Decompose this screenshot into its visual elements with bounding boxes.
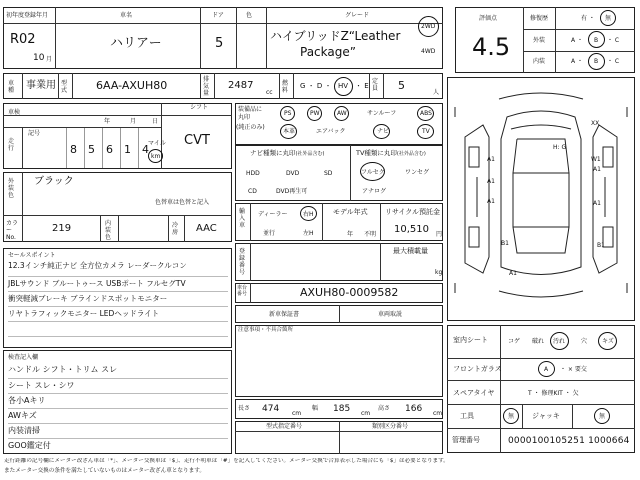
damage-mark: A1 — [487, 156, 495, 163]
doors-value: 5 — [215, 36, 224, 51]
equip-title2: 丸印 — [238, 114, 251, 121]
score-value: 4.5 — [472, 33, 511, 61]
fuel-hv: HV — [338, 82, 349, 90]
spare-opts: T ・ 修理KIT ・ 欠 — [528, 390, 579, 397]
tv-analog: アナログ — [362, 188, 387, 195]
recycle-value: 10,510 — [394, 224, 429, 235]
shift-label: シフト — [190, 104, 209, 111]
drive-4wd: 4WD — [421, 48, 436, 55]
chassis-label: 車台番号 — [237, 285, 248, 297]
mileage-digit: 1 — [124, 143, 131, 156]
mileage-label: 走行 — [8, 138, 15, 152]
car-name-label: 車名 — [120, 12, 133, 19]
mgmt-value: 0000100105251 1000664 — [508, 436, 630, 446]
width-label: 幅 — [312, 405, 319, 412]
mileage-digit: 6 — [106, 143, 113, 156]
sales-title: セールスポイント — [8, 252, 56, 259]
repair-no: 無 — [605, 15, 612, 22]
navi-title — [250, 150, 324, 158]
mileage-digit: 4 — [142, 143, 149, 156]
mileage-digit: 5 — [88, 143, 95, 156]
seat-opt-scratch: キズ — [602, 338, 614, 345]
inspect-label: 車検 — [8, 109, 21, 116]
notes-box — [235, 325, 443, 397]
warranty-manual: 車両取説 — [378, 311, 403, 318]
notes-label: 注意事項・不具合箇所 — [238, 327, 294, 333]
car-diagram — [447, 77, 635, 321]
max-load-label: 最大積載量 — [393, 247, 428, 255]
equip-tv: TV — [422, 128, 430, 135]
seat-opt-koge: コゲ — [508, 338, 521, 345]
inspect-day: 日 — [152, 118, 159, 125]
kind-label: 車種 — [8, 80, 15, 94]
navi-cd: CD — [248, 188, 257, 195]
damage-mark: B1 — [597, 242, 605, 249]
recycle-label: リサイクル預託金 — [385, 208, 441, 216]
exterior-a: A ・ — [571, 37, 584, 44]
equip-airbag: エアバック — [316, 128, 346, 135]
interior-color-label: 内装色 — [105, 220, 112, 241]
damage-mark: H: G — [553, 144, 567, 151]
navi-dvd-play: DVD再生可 — [276, 188, 308, 195]
recycle-unit: 円 — [436, 231, 443, 238]
reg-month: 10 — [33, 53, 45, 63]
tv-note: (社外品含む) — [396, 151, 426, 157]
ac-value: AAC — [196, 223, 217, 234]
width-value: 185 — [333, 404, 351, 414]
reg-label: 登録番号 — [239, 248, 246, 276]
navi-note: (社外品含む) — [295, 151, 325, 157]
exterior-c: ・ C — [607, 37, 620, 44]
interior-a: A ・ — [571, 58, 584, 65]
equip-pw: PW — [310, 110, 320, 117]
navi-hdd: HDD — [246, 170, 260, 177]
ac-label: 冷房 — [172, 222, 179, 236]
height-label: 高さ — [378, 405, 391, 412]
damage-mark: XX — [591, 120, 600, 127]
reg-era: R02 — [10, 32, 36, 47]
tools-value: 無 — [508, 413, 515, 420]
color-change-note: 色替車は色替と記入 — [155, 199, 210, 206]
disp-label: 排気量 — [203, 76, 210, 97]
length-value: 474 — [262, 404, 280, 414]
fuel-tail: ・ E — [355, 82, 369, 90]
shift-value: CVT — [184, 133, 210, 148]
grade-line1: ハイブリッドZ“Leather — [270, 29, 401, 43]
cap-value: 5 — [398, 79, 405, 92]
inspector-line: AWキズ — [8, 409, 228, 424]
mileage-digits — [50, 128, 149, 168]
inspector-line: シート スレ・シワ — [8, 379, 228, 394]
seat-opt-stain: 汚れ — [553, 338, 566, 345]
glass-a: A — [544, 366, 549, 373]
color-label: 色 — [246, 12, 253, 19]
class-label: 類別区分番号 — [372, 423, 409, 430]
damage-mark: A1 — [593, 200, 601, 207]
tv-title — [356, 150, 426, 158]
model-year-unknown: 不明 — [364, 231, 377, 238]
disp-value: 2487 — [228, 80, 254, 91]
type-cert-label: 型式指定番号 — [266, 423, 303, 430]
equip-abs: ABS — [420, 110, 432, 117]
damage-mark: A1 — [487, 198, 495, 205]
seat-opt-hole: 穴 — [581, 338, 588, 345]
damage-mark: B1 — [501, 240, 509, 247]
equip-leather: 本革 — [283, 128, 296, 135]
unit-mile: マイル — [148, 140, 166, 147]
glass-tail: ・ × 要交 — [560, 366, 587, 373]
grade-label: グレード — [345, 12, 370, 19]
mileage-digit: 8 — [70, 143, 77, 156]
equip-note: (純正のみ) — [236, 124, 265, 131]
width-unit: cm — [361, 410, 371, 417]
inspector-line: GOO鑑定付 — [8, 441, 51, 450]
import-left: 左H — [303, 230, 314, 237]
import-label: 輸入車 — [239, 208, 246, 229]
grade-line2: Package” — [300, 45, 356, 59]
spare-label: スペアタイヤ — [453, 389, 495, 397]
warranty-cert: 新車保証書 — [269, 311, 300, 318]
inspector-line: 各小Aキリ — [8, 394, 228, 409]
inspector-line: ハンドル シフト・トリム スレ — [8, 364, 228, 379]
navi-dvd: DVD — [286, 170, 300, 177]
jack-label: ジャッキ — [532, 412, 560, 420]
inspect-month: 月 — [130, 118, 137, 125]
exterior-label: 外装 — [533, 37, 546, 44]
damage-mark: W1 — [591, 156, 601, 163]
equip-sunroof: サンルーフ — [367, 110, 397, 117]
footer-line1: 走行距離の記号欄にメーター改ざん車は「*」、メーター交換車は「$」、走行不明車は「#」を記入してください。メーター交換で合算表示した場合にも「$」は必要となります。 — [4, 458, 449, 464]
repair-label: 修復歴 — [530, 15, 549, 22]
car-name-value: ハリアー — [110, 36, 162, 51]
fuel-options: G ・ D ・ — [300, 82, 332, 90]
length-label: 長さ — [238, 405, 251, 412]
inspector-lines — [8, 364, 228, 454]
interior-c: ・ C — [607, 58, 620, 65]
cap-label: 定員 — [372, 78, 379, 92]
equip-aw: AW — [337, 110, 347, 117]
repair-yes: 有 ・ — [581, 15, 595, 22]
exterior-color-value: ブラック — [34, 176, 74, 187]
seat-label: 室内シート — [453, 336, 488, 344]
equip-navi: ナビ — [377, 128, 390, 135]
color-no-value: 219 — [52, 223, 72, 234]
model-year-label: モデル年式 — [333, 208, 368, 216]
sales-line: JBLサウンド ブルートゥース USBポート フルセグTV — [8, 277, 228, 292]
damage-mark: A1 — [487, 178, 495, 185]
cap-unit: 人 — [433, 89, 440, 96]
type-label: 型式 — [61, 80, 68, 94]
import-parallel: 並行 — [263, 230, 276, 237]
sales-line — [8, 322, 228, 337]
tv-fullseg: フルセグ — [361, 169, 385, 176]
digit-label: 記号 — [28, 130, 41, 137]
type-value: 6AA-AXUH80 — [96, 79, 168, 92]
chassis-value: AXUH80-0009582 — [300, 286, 399, 299]
tv-title-text: TV種類に丸印 — [356, 149, 397, 157]
interior-label: 内装 — [533, 58, 546, 65]
tv-oneseg: ワンセグ — [405, 169, 430, 176]
damage-mark: A1 — [509, 270, 517, 277]
fuel-label: 燃料 — [282, 80, 289, 94]
navi-sd: SD — [324, 170, 333, 177]
drive-2wd: 2WD — [421, 23, 436, 30]
sales-line: 12.3インチ純正ナビ 全方位カメラ レーダークルコン — [8, 262, 228, 277]
equip-title1: 装備品に — [238, 106, 263, 113]
import-dealer: ディーラー — [258, 211, 288, 218]
import-right: 右H — [303, 211, 314, 218]
sales-line: 衝突軽減ブレーキ ブラインドスポットモニター — [8, 292, 228, 307]
exterior-color-label: 外装色 — [8, 178, 15, 199]
disp-unit: cc — [266, 89, 273, 96]
damage-mark: A1 — [593, 166, 601, 173]
unit-km: km — [151, 153, 161, 160]
kind-value: 事業用 — [26, 80, 56, 91]
color-no-label: カラーNo. — [6, 220, 19, 241]
footer-line2: またメーター交換の条件を満たしていないものはメーター改ざん車となります。 — [4, 468, 205, 474]
score-title: 評価点 — [479, 15, 498, 22]
glass-label: フロントガラス — [453, 365, 502, 373]
model-year-suffix: 年 — [347, 231, 354, 238]
tools-label: 工具 — [460, 412, 474, 420]
sales-lines — [8, 262, 228, 352]
reg-month-suffix: 月 — [46, 56, 53, 63]
length-unit: cm — [292, 410, 302, 417]
height-unit: cm — [433, 410, 443, 417]
max-load-unit: kg — [435, 269, 443, 276]
interior-b: B — [594, 58, 599, 65]
inspector-title: 検査記入欄 — [8, 354, 39, 361]
door-label: ドア — [212, 12, 224, 19]
height-value: 166 — [405, 404, 423, 414]
navi-title-text: ナビ種類に丸印 — [250, 149, 296, 157]
seat-opt-yabure: 破れ — [532, 338, 545, 345]
inspector-line: 内装清掃 — [8, 424, 228, 439]
inspect-year: 年 — [104, 118, 111, 125]
exterior-b: B — [594, 37, 599, 44]
sales-line: リヤトラフィックモニター LEDヘッドライト — [8, 307, 228, 322]
mgmt-label: 管理番号 — [452, 436, 480, 444]
equip-ps: PS — [284, 110, 292, 117]
first-reg-label: 初年度登録年月 — [6, 12, 49, 19]
jack-value: 無 — [599, 413, 606, 420]
